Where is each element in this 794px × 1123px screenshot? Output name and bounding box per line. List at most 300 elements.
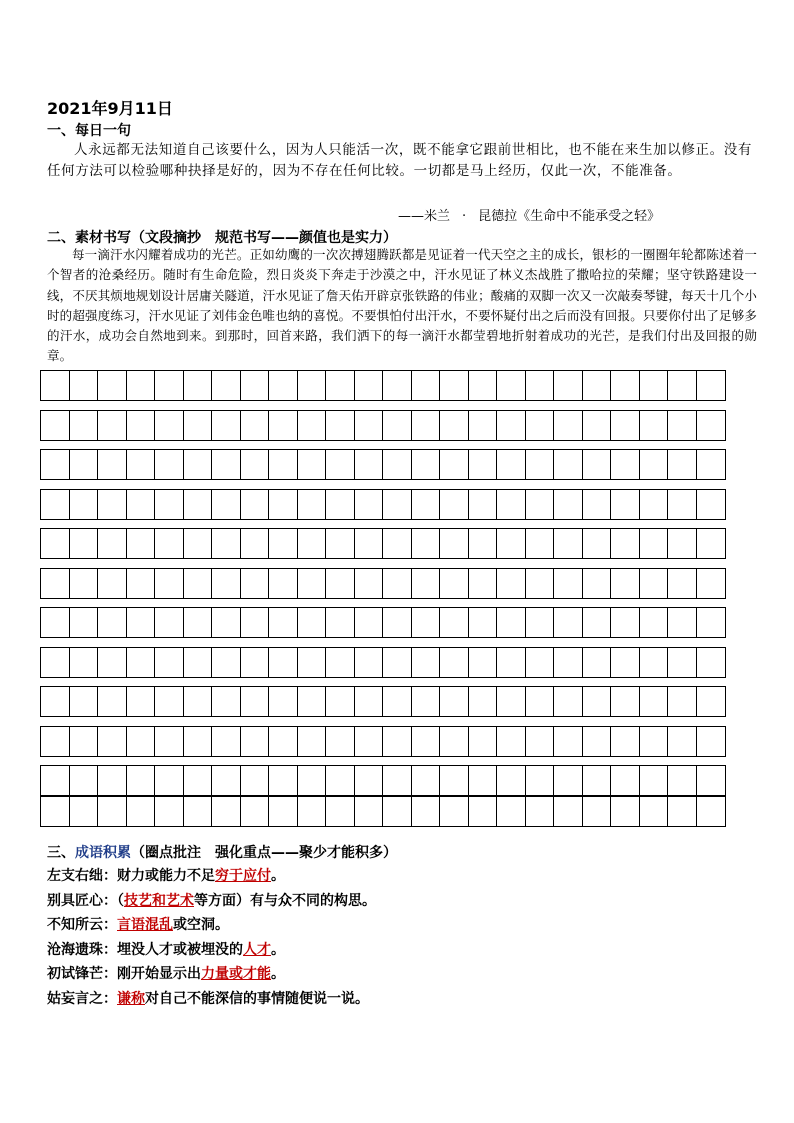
grid-cell[interactable] bbox=[184, 608, 213, 637]
grid-cell[interactable] bbox=[326, 411, 355, 440]
grid-cell[interactable] bbox=[241, 569, 270, 598]
grid-cell[interactable] bbox=[469, 529, 498, 558]
grid-cell[interactable] bbox=[155, 797, 184, 826]
grid-cell[interactable] bbox=[640, 608, 669, 637]
grid-cell[interactable] bbox=[383, 490, 412, 519]
grid-cell[interactable] bbox=[469, 766, 498, 795]
grid-cell[interactable] bbox=[640, 450, 669, 479]
grid-cell[interactable] bbox=[155, 569, 184, 598]
grid-cell[interactable] bbox=[497, 797, 526, 826]
grid-cell[interactable] bbox=[355, 490, 384, 519]
grid-cell[interactable] bbox=[241, 529, 270, 558]
grid-cell[interactable] bbox=[41, 411, 70, 440]
grid-cell[interactable] bbox=[469, 411, 498, 440]
grid-row[interactable] bbox=[40, 449, 726, 480]
grid-cell[interactable] bbox=[98, 687, 127, 716]
grid-cell[interactable] bbox=[412, 411, 441, 440]
grid-cell[interactable] bbox=[155, 450, 184, 479]
grid-cell[interactable] bbox=[70, 766, 99, 795]
grid-cell[interactable] bbox=[241, 608, 270, 637]
grid-cell[interactable] bbox=[184, 411, 213, 440]
grid-cell[interactable] bbox=[269, 648, 298, 677]
grid-cell[interactable] bbox=[212, 766, 241, 795]
grid-cell[interactable] bbox=[212, 727, 241, 756]
grid-cell[interactable] bbox=[497, 371, 526, 400]
grid-cell[interactable] bbox=[98, 411, 127, 440]
grid-cell[interactable] bbox=[526, 766, 555, 795]
grid-cell[interactable] bbox=[611, 727, 640, 756]
grid-cell[interactable] bbox=[583, 529, 612, 558]
grid-cell[interactable] bbox=[697, 490, 726, 519]
grid-cell[interactable] bbox=[326, 529, 355, 558]
grid-cell[interactable] bbox=[440, 797, 469, 826]
grid-cell[interactable] bbox=[469, 797, 498, 826]
grid-cell[interactable] bbox=[127, 727, 156, 756]
grid-cell[interactable] bbox=[355, 608, 384, 637]
grid-cell[interactable] bbox=[469, 569, 498, 598]
grid-cell[interactable] bbox=[640, 371, 669, 400]
grid-cell[interactable] bbox=[127, 490, 156, 519]
grid-cell[interactable] bbox=[554, 727, 583, 756]
grid-cell[interactable] bbox=[583, 766, 612, 795]
grid-cell[interactable] bbox=[184, 727, 213, 756]
grid-cell[interactable] bbox=[526, 371, 555, 400]
grid-cell[interactable] bbox=[526, 687, 555, 716]
grid-cell[interactable] bbox=[155, 490, 184, 519]
grid-cell[interactable] bbox=[326, 569, 355, 598]
grid-cell[interactable] bbox=[383, 371, 412, 400]
grid-cell[interactable] bbox=[326, 648, 355, 677]
grid-cell[interactable] bbox=[611, 529, 640, 558]
grid-cell[interactable] bbox=[212, 450, 241, 479]
grid-cell[interactable] bbox=[554, 490, 583, 519]
grid-cell[interactable] bbox=[697, 687, 726, 716]
grid-cell[interactable] bbox=[70, 450, 99, 479]
grid-cell[interactable] bbox=[526, 727, 555, 756]
grid-cell[interactable] bbox=[611, 608, 640, 637]
grid-cell[interactable] bbox=[212, 608, 241, 637]
grid-cell[interactable] bbox=[440, 687, 469, 716]
grid-cell[interactable] bbox=[697, 766, 726, 795]
grid-cell[interactable] bbox=[383, 648, 412, 677]
grid-row[interactable] bbox=[40, 489, 726, 520]
grid-cell[interactable] bbox=[298, 766, 327, 795]
grid-cell[interactable] bbox=[41, 450, 70, 479]
grid-cell[interactable] bbox=[355, 648, 384, 677]
grid-cell[interactable] bbox=[212, 529, 241, 558]
grid-cell[interactable] bbox=[70, 529, 99, 558]
grid-cell[interactable] bbox=[668, 569, 697, 598]
grid-cell[interactable] bbox=[269, 411, 298, 440]
grid-cell[interactable] bbox=[469, 648, 498, 677]
grid-cell[interactable] bbox=[298, 490, 327, 519]
grid-cell[interactable] bbox=[98, 766, 127, 795]
grid-cell[interactable] bbox=[383, 569, 412, 598]
grid-cell[interactable] bbox=[298, 411, 327, 440]
grid-cell[interactable] bbox=[355, 569, 384, 598]
grid-cell[interactable] bbox=[41, 569, 70, 598]
grid-cell[interactable] bbox=[241, 371, 270, 400]
grid-cell[interactable] bbox=[70, 727, 99, 756]
grid-cell[interactable] bbox=[583, 727, 612, 756]
grid-cell[interactable] bbox=[241, 797, 270, 826]
grid-cell[interactable] bbox=[41, 529, 70, 558]
grid-row[interactable] bbox=[40, 726, 726, 757]
grid-cell[interactable] bbox=[668, 727, 697, 756]
grid-cell[interactable] bbox=[554, 766, 583, 795]
grid-cell[interactable] bbox=[412, 648, 441, 677]
grid-cell[interactable] bbox=[611, 766, 640, 795]
grid-cell[interactable] bbox=[70, 371, 99, 400]
grid-cell[interactable] bbox=[611, 450, 640, 479]
grid-cell[interactable] bbox=[554, 648, 583, 677]
grid-cell[interactable] bbox=[497, 687, 526, 716]
grid-cell[interactable] bbox=[41, 727, 70, 756]
grid-cell[interactable] bbox=[98, 648, 127, 677]
grid-cell[interactable] bbox=[640, 687, 669, 716]
grid-cell[interactable] bbox=[269, 490, 298, 519]
grid-cell[interactable] bbox=[668, 797, 697, 826]
grid-cell[interactable] bbox=[583, 608, 612, 637]
grid-cell[interactable] bbox=[98, 490, 127, 519]
grid-cell[interactable] bbox=[583, 490, 612, 519]
grid-cell[interactable] bbox=[241, 411, 270, 440]
grid-cell[interactable] bbox=[697, 371, 726, 400]
grid-cell[interactable] bbox=[583, 411, 612, 440]
grid-cell[interactable] bbox=[440, 411, 469, 440]
grid-cell[interactable] bbox=[383, 529, 412, 558]
grid-cell[interactable] bbox=[412, 569, 441, 598]
grid-cell[interactable] bbox=[640, 529, 669, 558]
grid-cell[interactable] bbox=[611, 371, 640, 400]
grid-cell[interactable] bbox=[241, 766, 270, 795]
grid-cell[interactable] bbox=[469, 450, 498, 479]
grid-cell[interactable] bbox=[640, 411, 669, 440]
grid-cell[interactable] bbox=[640, 490, 669, 519]
grid-cell[interactable] bbox=[326, 608, 355, 637]
grid-cell[interactable] bbox=[184, 797, 213, 826]
grid-row[interactable] bbox=[40, 607, 726, 638]
grid-cell[interactable] bbox=[440, 490, 469, 519]
grid-row[interactable] bbox=[40, 686, 726, 717]
grid-cell[interactable] bbox=[241, 727, 270, 756]
grid-cell[interactable] bbox=[412, 687, 441, 716]
grid-cell[interactable] bbox=[412, 529, 441, 558]
grid-cell[interactable] bbox=[697, 727, 726, 756]
grid-cell[interactable] bbox=[184, 766, 213, 795]
grid-row[interactable] bbox=[40, 647, 726, 678]
grid-cell[interactable] bbox=[412, 608, 441, 637]
grid-cell[interactable] bbox=[526, 490, 555, 519]
grid-cell[interactable] bbox=[469, 727, 498, 756]
grid-cell[interactable] bbox=[469, 371, 498, 400]
grid-cell[interactable] bbox=[526, 529, 555, 558]
grid-cell[interactable] bbox=[127, 797, 156, 826]
grid-cell[interactable] bbox=[355, 450, 384, 479]
grid-row[interactable] bbox=[40, 796, 726, 827]
grid-cell[interactable] bbox=[640, 797, 669, 826]
grid-cell[interactable] bbox=[640, 727, 669, 756]
grid-cell[interactable] bbox=[497, 727, 526, 756]
grid-cell[interactable] bbox=[440, 529, 469, 558]
grid-cell[interactable] bbox=[155, 766, 184, 795]
grid-cell[interactable] bbox=[640, 766, 669, 795]
grid-row[interactable] bbox=[40, 410, 726, 441]
grid-cell[interactable] bbox=[583, 797, 612, 826]
grid-cell[interactable] bbox=[469, 687, 498, 716]
grid-row[interactable] bbox=[40, 528, 726, 559]
grid-cell[interactable] bbox=[269, 529, 298, 558]
grid-cell[interactable] bbox=[241, 648, 270, 677]
grid-cell[interactable] bbox=[41, 766, 70, 795]
grid-cell[interactable] bbox=[155, 727, 184, 756]
grid-cell[interactable] bbox=[212, 687, 241, 716]
grid-cell[interactable] bbox=[583, 687, 612, 716]
grid-cell[interactable] bbox=[554, 371, 583, 400]
grid-cell[interactable] bbox=[412, 371, 441, 400]
grid-cell[interactable] bbox=[440, 608, 469, 637]
grid-cell[interactable] bbox=[212, 490, 241, 519]
grid-cell[interactable] bbox=[668, 687, 697, 716]
grid-cell[interactable] bbox=[269, 687, 298, 716]
grid-cell[interactable] bbox=[697, 529, 726, 558]
grid-cell[interactable] bbox=[212, 411, 241, 440]
grid-cell[interactable] bbox=[383, 608, 412, 637]
grid-cell[interactable] bbox=[184, 371, 213, 400]
grid-cell[interactable] bbox=[668, 490, 697, 519]
grid-cell[interactable] bbox=[155, 371, 184, 400]
grid-cell[interactable] bbox=[298, 371, 327, 400]
grid-cell[interactable] bbox=[212, 797, 241, 826]
grid-cell[interactable] bbox=[668, 529, 697, 558]
grid-cell[interactable] bbox=[41, 371, 70, 400]
grid-cell[interactable] bbox=[155, 608, 184, 637]
grid-cell[interactable] bbox=[440, 450, 469, 479]
grid-cell[interactable] bbox=[127, 648, 156, 677]
grid-cell[interactable] bbox=[298, 450, 327, 479]
grid-cell[interactable] bbox=[583, 648, 612, 677]
grid-cell[interactable] bbox=[70, 411, 99, 440]
grid-cell[interactable] bbox=[155, 411, 184, 440]
grid-cell[interactable] bbox=[497, 648, 526, 677]
grid-cell[interactable] bbox=[127, 450, 156, 479]
grid-cell[interactable] bbox=[326, 490, 355, 519]
grid-cell[interactable] bbox=[412, 727, 441, 756]
grid-cell[interactable] bbox=[554, 608, 583, 637]
grid-cell[interactable] bbox=[98, 608, 127, 637]
grid-row[interactable] bbox=[40, 568, 726, 599]
grid-cell[interactable] bbox=[298, 727, 327, 756]
grid-cell[interactable] bbox=[298, 797, 327, 826]
grid-cell[interactable] bbox=[98, 727, 127, 756]
grid-cell[interactable] bbox=[697, 608, 726, 637]
grid-cell[interactable] bbox=[640, 648, 669, 677]
grid-cell[interactable] bbox=[184, 450, 213, 479]
grid-cell[interactable] bbox=[155, 687, 184, 716]
grid-cell[interactable] bbox=[583, 569, 612, 598]
grid-cell[interactable] bbox=[383, 411, 412, 440]
grid-cell[interactable] bbox=[269, 766, 298, 795]
grid-cell[interactable] bbox=[697, 797, 726, 826]
grid-cell[interactable] bbox=[554, 687, 583, 716]
grid-cell[interactable] bbox=[497, 529, 526, 558]
grid-cell[interactable] bbox=[326, 766, 355, 795]
grid-cell[interactable] bbox=[440, 727, 469, 756]
grid-cell[interactable] bbox=[70, 569, 99, 598]
grid-cell[interactable] bbox=[611, 569, 640, 598]
grid-cell[interactable] bbox=[640, 569, 669, 598]
grid-cell[interactable] bbox=[611, 797, 640, 826]
grid-cell[interactable] bbox=[355, 529, 384, 558]
grid-cell[interactable] bbox=[212, 569, 241, 598]
grid-cell[interactable] bbox=[269, 569, 298, 598]
grid-cell[interactable] bbox=[526, 569, 555, 598]
grid-cell[interactable] bbox=[241, 490, 270, 519]
grid-cell[interactable] bbox=[298, 648, 327, 677]
grid-cell[interactable] bbox=[383, 450, 412, 479]
grid-cell[interactable] bbox=[269, 608, 298, 637]
grid-cell[interactable] bbox=[355, 411, 384, 440]
grid-cell[interactable] bbox=[269, 727, 298, 756]
grid-cell[interactable] bbox=[611, 411, 640, 440]
grid-cell[interactable] bbox=[583, 450, 612, 479]
grid-cell[interactable] bbox=[41, 687, 70, 716]
grid-cell[interactable] bbox=[184, 569, 213, 598]
grid-cell[interactable] bbox=[70, 608, 99, 637]
grid-cell[interactable] bbox=[298, 529, 327, 558]
grid-cell[interactable] bbox=[127, 608, 156, 637]
grid-cell[interactable] bbox=[554, 529, 583, 558]
grid-cell[interactable] bbox=[298, 687, 327, 716]
grid-cell[interactable] bbox=[554, 797, 583, 826]
grid-row[interactable] bbox=[40, 765, 726, 796]
grid-cell[interactable] bbox=[526, 648, 555, 677]
grid-cell[interactable] bbox=[98, 569, 127, 598]
grid-cell[interactable] bbox=[98, 797, 127, 826]
grid-cell[interactable] bbox=[326, 687, 355, 716]
grid-cell[interactable] bbox=[41, 608, 70, 637]
grid-cell[interactable] bbox=[355, 797, 384, 826]
grid-cell[interactable] bbox=[469, 490, 498, 519]
grid-cell[interactable] bbox=[70, 797, 99, 826]
grid-cell[interactable] bbox=[98, 371, 127, 400]
grid-cell[interactable] bbox=[611, 648, 640, 677]
grid-cell[interactable] bbox=[697, 411, 726, 440]
grid-cell[interactable] bbox=[497, 569, 526, 598]
grid-cell[interactable] bbox=[668, 371, 697, 400]
grid-cell[interactable] bbox=[41, 648, 70, 677]
grid-cell[interactable] bbox=[184, 490, 213, 519]
grid-cell[interactable] bbox=[269, 371, 298, 400]
grid-cell[interactable] bbox=[155, 648, 184, 677]
grid-cell[interactable] bbox=[497, 490, 526, 519]
grid-cell[interactable] bbox=[155, 529, 184, 558]
grid-cell[interactable] bbox=[184, 648, 213, 677]
grid-cell[interactable] bbox=[70, 687, 99, 716]
grid-cell[interactable] bbox=[212, 371, 241, 400]
grid-cell[interactable] bbox=[41, 490, 70, 519]
grid-cell[interactable] bbox=[554, 411, 583, 440]
grid-cell[interactable] bbox=[241, 450, 270, 479]
grid-cell[interactable] bbox=[98, 529, 127, 558]
grid-cell[interactable] bbox=[127, 569, 156, 598]
grid-cell[interactable] bbox=[326, 371, 355, 400]
grid-cell[interactable] bbox=[526, 411, 555, 440]
grid-cell[interactable] bbox=[440, 648, 469, 677]
grid-cell[interactable] bbox=[554, 569, 583, 598]
grid-cell[interactable] bbox=[298, 608, 327, 637]
grid-cell[interactable] bbox=[127, 766, 156, 795]
grid-cell[interactable] bbox=[184, 529, 213, 558]
grid-cell[interactable] bbox=[383, 687, 412, 716]
grid-cell[interactable] bbox=[184, 687, 213, 716]
grid-cell[interactable] bbox=[41, 797, 70, 826]
grid-cell[interactable] bbox=[326, 450, 355, 479]
grid-cell[interactable] bbox=[298, 569, 327, 598]
grid-cell[interactable] bbox=[583, 371, 612, 400]
grid-cell[interactable] bbox=[697, 450, 726, 479]
grid-cell[interactable] bbox=[412, 450, 441, 479]
grid-cell[interactable] bbox=[326, 797, 355, 826]
grid-cell[interactable] bbox=[98, 450, 127, 479]
grid-cell[interactable] bbox=[611, 490, 640, 519]
grid-cell[interactable] bbox=[127, 371, 156, 400]
grid-cell[interactable] bbox=[697, 648, 726, 677]
grid-cell[interactable] bbox=[355, 766, 384, 795]
grid-cell[interactable] bbox=[497, 411, 526, 440]
grid-cell[interactable] bbox=[412, 490, 441, 519]
grid-cell[interactable] bbox=[383, 727, 412, 756]
grid-cell[interactable] bbox=[697, 569, 726, 598]
grid-cell[interactable] bbox=[440, 766, 469, 795]
grid-cell[interactable] bbox=[70, 648, 99, 677]
grid-cell[interactable] bbox=[383, 766, 412, 795]
grid-cell[interactable] bbox=[355, 371, 384, 400]
grid-cell[interactable] bbox=[554, 450, 583, 479]
grid-cell[interactable] bbox=[497, 766, 526, 795]
grid-cell[interactable] bbox=[668, 411, 697, 440]
grid-row[interactable] bbox=[40, 370, 726, 401]
grid-cell[interactable] bbox=[412, 797, 441, 826]
grid-cell[interactable] bbox=[469, 608, 498, 637]
grid-cell[interactable] bbox=[412, 766, 441, 795]
grid-cell[interactable] bbox=[269, 450, 298, 479]
grid-cell[interactable] bbox=[668, 608, 697, 637]
grid-cell[interactable] bbox=[127, 687, 156, 716]
grid-cell[interactable] bbox=[355, 727, 384, 756]
grid-cell[interactable] bbox=[440, 569, 469, 598]
grid-cell[interactable] bbox=[326, 727, 355, 756]
grid-cell[interactable] bbox=[212, 648, 241, 677]
grid-cell[interactable] bbox=[526, 797, 555, 826]
grid-cell[interactable] bbox=[355, 687, 384, 716]
grid-cell[interactable] bbox=[383, 797, 412, 826]
grid-cell[interactable] bbox=[526, 608, 555, 637]
grid-cell[interactable] bbox=[241, 687, 270, 716]
grid-cell[interactable] bbox=[127, 529, 156, 558]
grid-cell[interactable] bbox=[668, 648, 697, 677]
grid-cell[interactable] bbox=[668, 766, 697, 795]
grid-cell[interactable] bbox=[497, 450, 526, 479]
grid-cell[interactable] bbox=[269, 797, 298, 826]
grid-cell[interactable] bbox=[668, 450, 697, 479]
grid-cell[interactable] bbox=[611, 687, 640, 716]
grid-cell[interactable] bbox=[127, 411, 156, 440]
grid-cell[interactable] bbox=[526, 450, 555, 479]
grid-cell[interactable] bbox=[497, 608, 526, 637]
grid-cell[interactable] bbox=[440, 371, 469, 400]
grid-cell[interactable] bbox=[70, 490, 99, 519]
